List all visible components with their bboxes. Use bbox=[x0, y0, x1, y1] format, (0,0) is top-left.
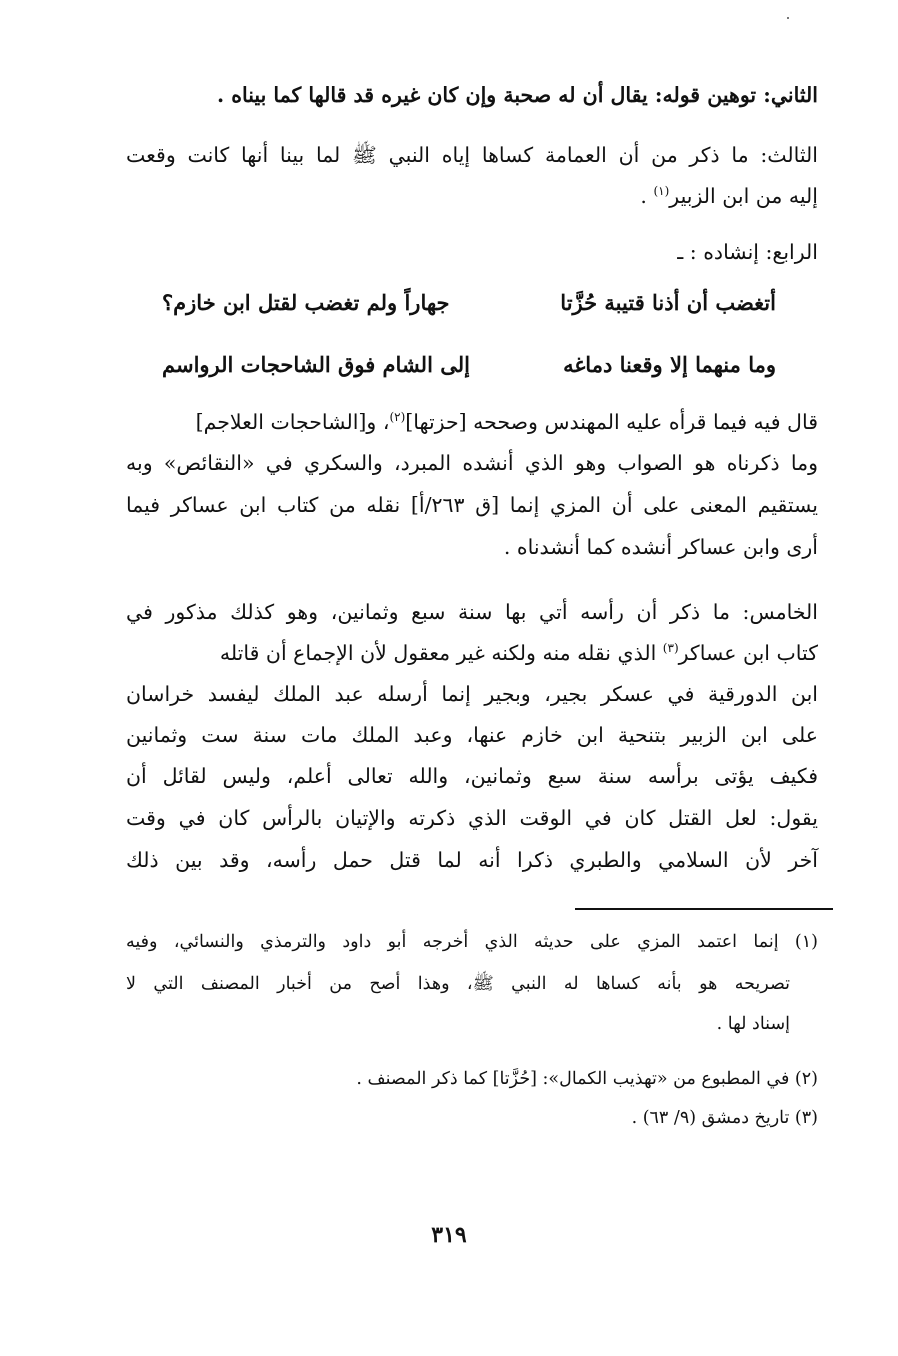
verse-2-first-hemistich: وما منهما إلا وقعنا دماغه bbox=[563, 352, 776, 377]
commentary-line-3: يستقيم المعنى على أن المزي إنما [ق ٢٦٣/أ] نقله من كتاب ابن عساكر فيما bbox=[126, 493, 818, 517]
footnote-3: (٣) تاريخ دمشق (٩/ ٦٣) . bbox=[631, 1108, 818, 1128]
commentary-line-2: وما ذكرناه هو الصواب وهو الذي أنشده المبرد، والسكري في «النقائص» وبه bbox=[126, 451, 818, 475]
page-number: ٣١٩ bbox=[431, 1222, 467, 1248]
point-three-end: . bbox=[640, 184, 654, 208]
point-three-line-1: الثالث: ما ذكر من أن العمامة كساها إياه النبي ﷺ لما بينا أنها كانت وقعت bbox=[126, 143, 818, 167]
point-five-line-6: يقول: لعل القتل كان في الوقت الذي ذكرته والإتيان بالرأس كان في وقت bbox=[126, 806, 818, 830]
point-four-line: الرابع: إنشاده : ـ bbox=[677, 240, 818, 264]
footnote-ref-2: (٢) bbox=[389, 410, 406, 425]
point-five-line-2: كتاب ابن عساكر$^{(٣)}$ الذي نقله منه ولكنه غير معقول لأن الإجماع أن قاتله bbox=[219, 641, 818, 665]
footnote-1-line-3: إسناد لها . bbox=[716, 1014, 790, 1034]
footnote-1-line-1: (١) إنما اعتمد المزي على حديثه الذي أخرجه أبو داود والترمذي والنسائي، وفيه bbox=[126, 932, 818, 952]
point-five-line-7: آخر لأن السلامي والطبري ذكرا أنه لما قتل حمل رأسه، وقد بين ذلك bbox=[126, 848, 818, 872]
footnote-1-line-2: تصريحه هو بأنه كساها له النبي ﷺ، وهذا أصح من أخبار المصنف التي لا bbox=[126, 974, 790, 994]
point-three-text: إليه من ابن الزبير bbox=[669, 184, 818, 208]
point-three-line-2 bbox=[640, 184, 818, 208]
point-two-line: الثاني: توهين قوله: يقال أن له صحبة وإن كان غيره قد قالها كما بيناه . bbox=[216, 83, 818, 107]
point-five-line-5: فكيف يؤتى برأسه سنة سبع وثمانين، والله تعالى أعلم، وليس لقائل أن bbox=[126, 764, 818, 788]
footnote-ref-3: (٣) bbox=[662, 641, 679, 656]
verse-2-second-hemistich: إلى الشام فوق الشاحجات الرواسم bbox=[162, 352, 470, 377]
footnote-ref-1: (١) bbox=[653, 184, 670, 199]
verse-1-second-hemistich: جهاراً ولم تغضب لقتل ابن خازم؟ bbox=[162, 290, 450, 315]
point-five-line-3: ابن الدورقية في عسكر بجير، وبجير إنما أرسله عبد الملك ليفسد خراسان bbox=[126, 682, 818, 706]
verse-1-first-hemistich: أتغضب أن أذنا قتيبة حُزَّتا bbox=[560, 290, 776, 315]
commentary-line-4: أرى وابن عساكر أنشده كما أنشدناه . bbox=[503, 535, 818, 559]
point-five-line-1: الخامس: ما ذكر أن رأسه أتي بها سنة سبع وثمانين، وهو كذلك مذكور في bbox=[126, 600, 818, 624]
scan-speck bbox=[787, 17, 789, 19]
commentary-line-1: قال فيه فيما قرأه عليه المهندس وصححه [حزتها]$^{(٢)}$، و[الشاحجات العلاجم] bbox=[195, 410, 818, 434]
footnote-2: (٢) في المطبوع من «تهذيب الكمال»: [حُزَّتا] كما ذكر المصنف . bbox=[356, 1069, 818, 1089]
footnote-separator bbox=[575, 908, 833, 910]
point-five-line-4: على ابن الزبير بتنحية ابن خازم عنها، وعبد الملك مات سنة ست وثمانين bbox=[126, 723, 818, 747]
